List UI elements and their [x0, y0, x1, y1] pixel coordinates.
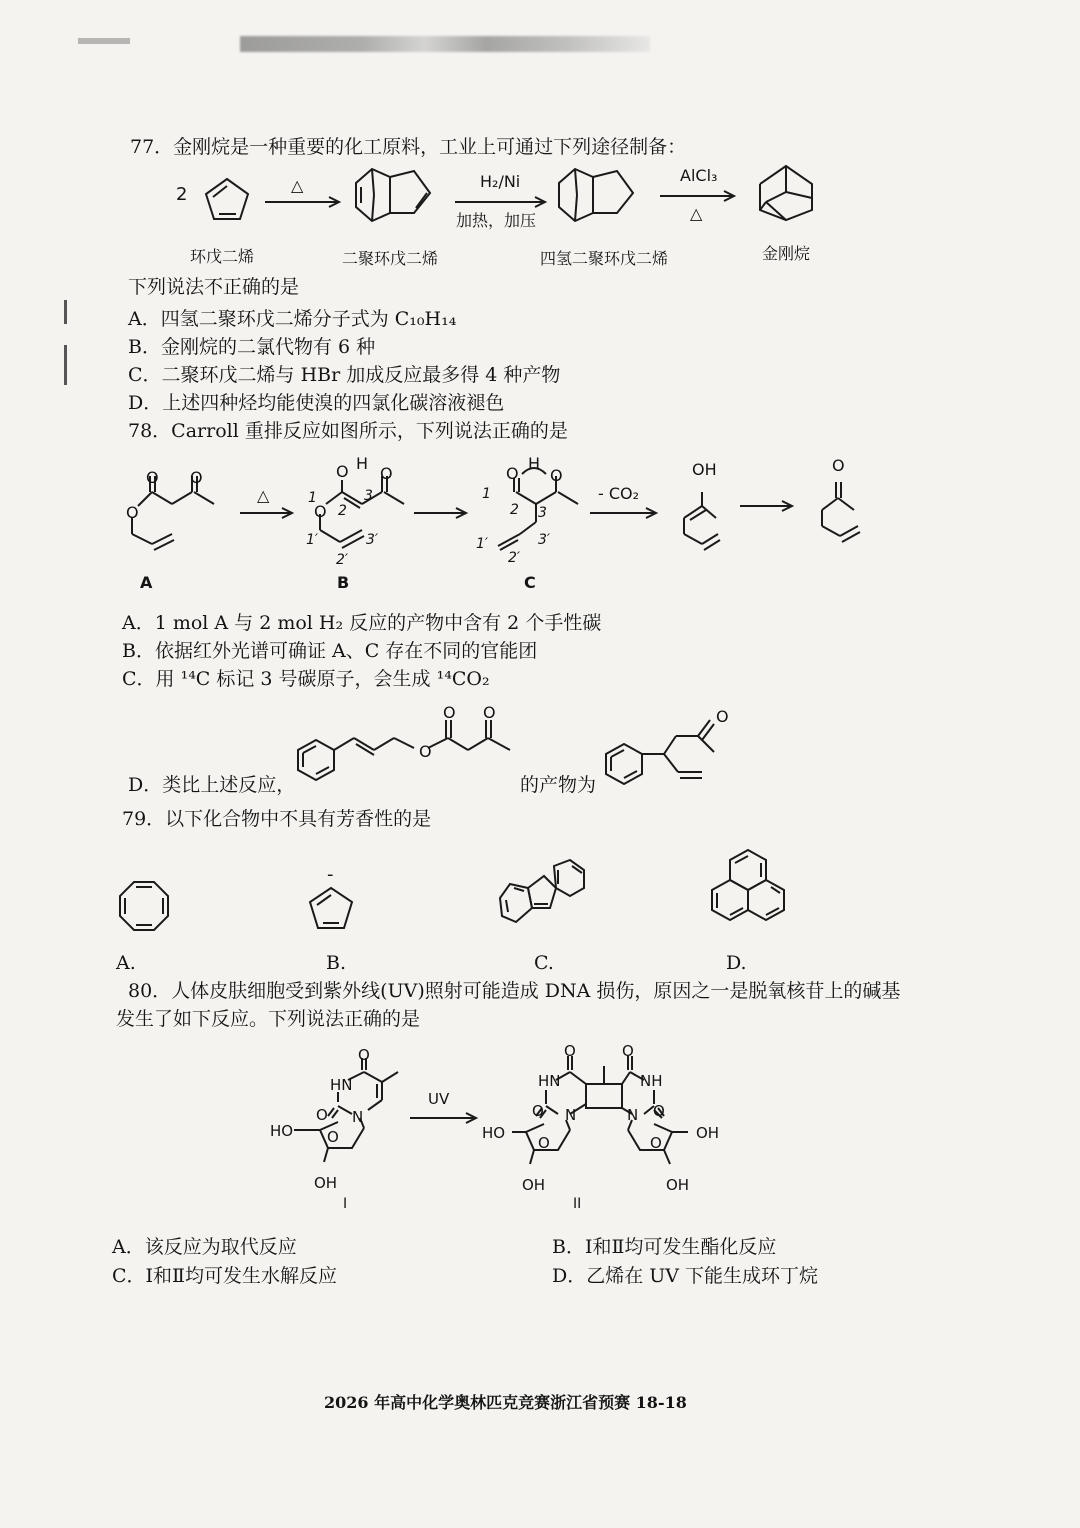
q80-uv-label: UV: [428, 1090, 450, 1108]
I-ring-oxygen: O: [327, 1128, 339, 1146]
q78-arrow-4: [740, 500, 798, 512]
q78-heat-symbol: △: [257, 486, 270, 505]
cyclopentadienyl-anion-structure: [306, 884, 358, 934]
q77-option-d: D．上述四种烃均能使溴的四氯化碳溶液褪色: [128, 392, 505, 414]
tetrahydrodicyclopentadiene-structure: [553, 165, 648, 230]
B-num-2: 2: [338, 503, 347, 519]
q78-option-a: A．1 mol A 与 2 mol H₂ 反应的产物中含有 2 个手性碳: [122, 612, 602, 634]
C-num-1: 1: [482, 486, 491, 502]
II-oh: OH: [696, 1124, 720, 1142]
I-oxygen-top: O: [358, 1046, 370, 1064]
label-B: B: [337, 573, 350, 592]
II-ring-oxygen-right: O: [650, 1134, 662, 1152]
B-hydroxyl-oxygen: O: [336, 462, 349, 481]
C-num-2p: 2′: [508, 550, 521, 566]
C-num-3p: 3′: [538, 532, 551, 548]
q77-arrow2-reagent: H₂/Ni: [480, 172, 521, 191]
q77-prompt: 下列说法不正确的是: [128, 276, 300, 298]
cyclopentadiene-structure: [200, 175, 256, 225]
B-num-3: 3: [364, 488, 373, 504]
enol-product-structure: [672, 480, 732, 560]
q79-stem: 79．以下化合物中不具有芳香性的是: [122, 808, 432, 830]
q80-option-b: B．Ⅰ和Ⅱ均可发生酯化反应: [552, 1236, 777, 1258]
II-oh-bottom-left: OH: [522, 1176, 546, 1194]
q77-heat-symbol-2: △: [690, 204, 703, 223]
label-C: C: [524, 573, 536, 592]
II-nitrogen-right: N: [627, 1106, 639, 1124]
q79-option-d[interactable]: D.: [726, 952, 747, 974]
q77-name-dicyclopentadiene: 二聚环戊二烯: [342, 249, 439, 268]
q80-option-d: D．乙烯在 UV 下能生成环丁烷: [552, 1265, 819, 1287]
II-oxygen-carbonyl-left: O: [532, 1102, 544, 1120]
q77-arrow-2: [455, 196, 550, 208]
C-num-3: 3: [538, 505, 547, 521]
enol-oh: OH: [692, 460, 717, 479]
q77-option-b: B．金刚烷的二氯代物有 6 种: [128, 336, 376, 358]
q80-stem-line1: 80．人体皮肤细胞受到紫外线(UV)照射可能造成 DNA 损伤，原因之一是脱氧核苷上的碱基: [128, 980, 901, 1002]
I-oxygen-carbonyl: O: [316, 1106, 328, 1124]
q77-option-c: C．二聚环戊二烯与 HBr 加成反应最多得 4 种产物: [128, 364, 561, 386]
B-num-1p: 1′: [306, 532, 319, 548]
q80-stem-line2: 发生了如下反应。下列说法正确的是: [116, 1008, 421, 1030]
q77-name-tetrahydro: 四氢二聚环戊二烯: [540, 249, 669, 268]
A-oxygen-2: O: [190, 468, 203, 487]
II-oxygen-left: O: [564, 1042, 576, 1060]
cyclooctatetraene-structure: [114, 878, 174, 938]
II-oxygen-carbonyl-right: O: [653, 1102, 665, 1120]
q78-stem: 78．Carroll 重排反应如图所示，下列说法正确的是: [128, 420, 568, 442]
q77-name-adamantane: 金刚烷: [762, 244, 811, 263]
I-oh: OH: [314, 1174, 338, 1192]
label-II: II: [573, 1196, 582, 1212]
q80-option-c: C．Ⅰ和Ⅱ均可发生水解反应: [112, 1265, 337, 1287]
label-I: I: [343, 1196, 348, 1212]
B-ester-oxygen: O: [314, 502, 327, 521]
q77-arrow-3: [660, 190, 740, 202]
q77-catalyst: AlCl₃: [680, 166, 718, 185]
q78-arrow-1: [240, 507, 298, 519]
C-ketone-oxygen: O: [550, 466, 563, 485]
II-nh: NH: [640, 1072, 663, 1090]
scan-artifact-edge: [64, 345, 67, 385]
C-hydroxyl-oxygen: O: [506, 464, 519, 483]
II-oxygen-right: O: [622, 1042, 634, 1060]
II-nitrogen-left: N: [565, 1106, 577, 1124]
page-footer: 2026 年高中化学奥林匹克竞赛浙江省预赛 18-18: [324, 1393, 687, 1412]
q77-stem: 77．金刚烷是一种重要的化工原料，工业上可通过下列途径制备：: [130, 136, 687, 158]
C-num-2: 2: [510, 502, 519, 518]
B-num-1: 1: [308, 490, 317, 506]
A-oxygen-1: O: [146, 468, 159, 487]
scan-artifact-edge: [64, 300, 67, 324]
q78-option-b: B．依据红外光谱可确证 A、C 存在不同的官能团: [122, 640, 538, 662]
B-num-2p: 2′: [336, 552, 349, 568]
I-nitrogen: N: [352, 1108, 364, 1126]
q78-arrow-3: [590, 507, 662, 519]
phenalene-structure: [704, 846, 794, 936]
q77-option-a: A．四氢二聚环戊二烯分子式为 C₁₀H₁₄: [128, 308, 457, 330]
q79-option-a[interactable]: A.: [116, 952, 136, 974]
q78-decarboxylation: - CO₂: [598, 484, 640, 503]
D-ester-oxygen: O: [419, 742, 432, 761]
I-ho: HO: [270, 1122, 294, 1140]
D-carbonyl-oxygen-1: O: [443, 703, 456, 722]
q78-option-d-prefix: D．类比上述反应，: [128, 774, 296, 796]
C-num-1p: 1′: [476, 536, 489, 552]
q77-arrow2-conditions: 加热，加压: [456, 211, 537, 230]
q80-uv-arrow: [410, 1112, 482, 1124]
azulene-fused-structure: [494, 854, 594, 944]
q80-option-a: A．该反应为取代反应: [112, 1236, 297, 1258]
q79-option-c[interactable]: C.: [534, 952, 554, 974]
q77-heat-symbol: △: [291, 176, 304, 195]
ketone-oxygen: O: [832, 456, 845, 475]
B-hydrogen: H: [356, 454, 369, 473]
D-product-oxygen: O: [716, 707, 729, 726]
II-ring-oxygen-left: O: [538, 1134, 550, 1152]
I-hn: HN: [330, 1076, 353, 1094]
II-ho: HO: [482, 1124, 506, 1142]
q77-coefficient: 2: [176, 184, 188, 205]
q79-option-b[interactable]: B.: [326, 952, 347, 974]
A-oxygen-ester: O: [126, 503, 139, 522]
dicyclopentadiene-structure: [350, 165, 445, 230]
scan-artifact-left: [78, 38, 130, 44]
II-oh-bottom-right: OH: [666, 1176, 690, 1194]
scan-artifact-header: [240, 36, 650, 52]
q77-name-cyclopentadiene: 环戊二烯: [190, 247, 255, 266]
ketone-product-structure: [810, 470, 870, 550]
q77-arrow-1: [265, 196, 345, 208]
q78-option-c: C．用 ¹⁴C 标记 3 号碳原子，会生成 ¹⁴CO₂: [122, 668, 490, 690]
B-ketone-oxygen: O: [380, 464, 393, 483]
label-A: A: [140, 573, 153, 592]
q78-arrow-2: [414, 507, 472, 519]
D-carbonyl-oxygen-2: O: [483, 703, 496, 722]
thymidine-structure: [268, 1044, 408, 1194]
anion-charge: -: [327, 864, 334, 885]
adamantane-structure: [752, 160, 822, 225]
C-hydrogen: H: [528, 454, 541, 473]
q78-option-d-suffix: 的产物为: [520, 774, 597, 796]
B-num-3p: 3′: [366, 532, 379, 548]
II-hn: HN: [538, 1072, 561, 1090]
